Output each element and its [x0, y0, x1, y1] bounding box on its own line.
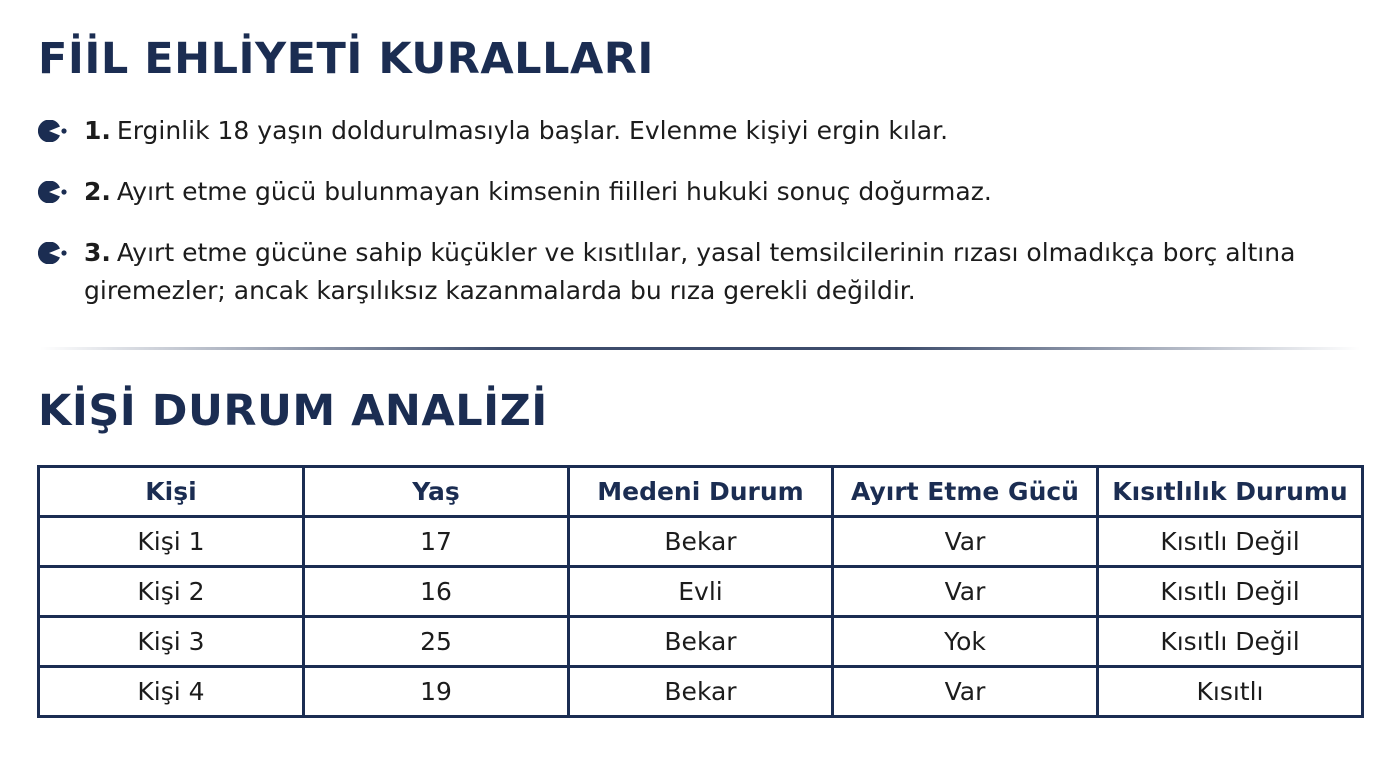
- table-row: [39, 517, 1363, 567]
- cell-marital-status: Bekar: [569, 617, 833, 667]
- pie-bullet-icon: [38, 181, 68, 203]
- rule-item: [38, 234, 1368, 310]
- column-header-age: Yaş: [304, 467, 569, 517]
- pie-bullet-icon: [38, 242, 68, 264]
- cell-age: 16: [304, 567, 569, 617]
- cell-age: 19: [304, 667, 569, 717]
- cell-discernment: Var: [833, 667, 1098, 717]
- cell-marital-status: Bekar: [569, 517, 833, 567]
- column-header-marital-status: Medeni Durum: [569, 467, 833, 517]
- table-header-row: [39, 467, 1363, 517]
- table-row: [39, 617, 1363, 667]
- rule-number: 3.: [84, 238, 111, 267]
- cell-marital-status: Evli: [569, 567, 833, 617]
- column-header-discernment: Ayırt Etme Gücü: [833, 467, 1098, 517]
- cell-restriction: Kısıtlı Değil: [1098, 617, 1363, 667]
- cell-discernment: Var: [833, 567, 1098, 617]
- column-header-person: Kişi: [39, 467, 304, 517]
- rule-number: 1.: [84, 116, 111, 145]
- cell-marital-status: Bekar: [569, 667, 833, 717]
- table-row: [39, 567, 1363, 617]
- rule-text: Ayırt etme gücüne sahip küçükler ve kısıtlılar, yasal temsilcilerinin rızası olmadıkça borç altına giremezler; ancak karşılıksız kazanmalarda bu rıza gerekli değildir.: [84, 238, 1296, 305]
- rule-text: Erginlik 18 yaşın doldurulmasıyla başlar. Evlenme kişiyi ergin kılar.: [116, 116, 949, 145]
- rule-text: Ayırt etme gücü bulunmayan kimsenin fiilleri hukuki sonuç doğurmaz.: [116, 177, 992, 206]
- cell-person: Kişi 2: [39, 567, 304, 617]
- rule-item: [38, 173, 1368, 211]
- cell-person: Kişi 1: [39, 517, 304, 567]
- cell-discernment: Yok: [833, 617, 1098, 667]
- analysis-title: KİŞİ DURUM ANALİZİ: [38, 386, 548, 436]
- pie-bullet-icon: [38, 120, 68, 142]
- section-divider: [40, 347, 1360, 350]
- rules-list: [38, 112, 1368, 310]
- person-status-table: [37, 465, 1364, 718]
- cell-discernment: Var: [833, 517, 1098, 567]
- cell-restriction: Kısıtlı Değil: [1098, 517, 1363, 567]
- cell-age: 25: [304, 617, 569, 667]
- rules-title: FİİL EHLİYETİ KURALLARI: [38, 34, 654, 84]
- table-row: [39, 667, 1363, 717]
- cell-age: 17: [304, 517, 569, 567]
- column-header-restriction: Kısıtlılık Durumu: [1098, 467, 1363, 517]
- cell-person: Kişi 3: [39, 617, 304, 667]
- cell-restriction: Kısıtlı Değil: [1098, 567, 1363, 617]
- cell-restriction: Kısıtlı: [1098, 667, 1363, 717]
- rule-number: 2.: [84, 177, 111, 206]
- cell-person: Kişi 4: [39, 667, 304, 717]
- rule-item: [38, 112, 1368, 150]
